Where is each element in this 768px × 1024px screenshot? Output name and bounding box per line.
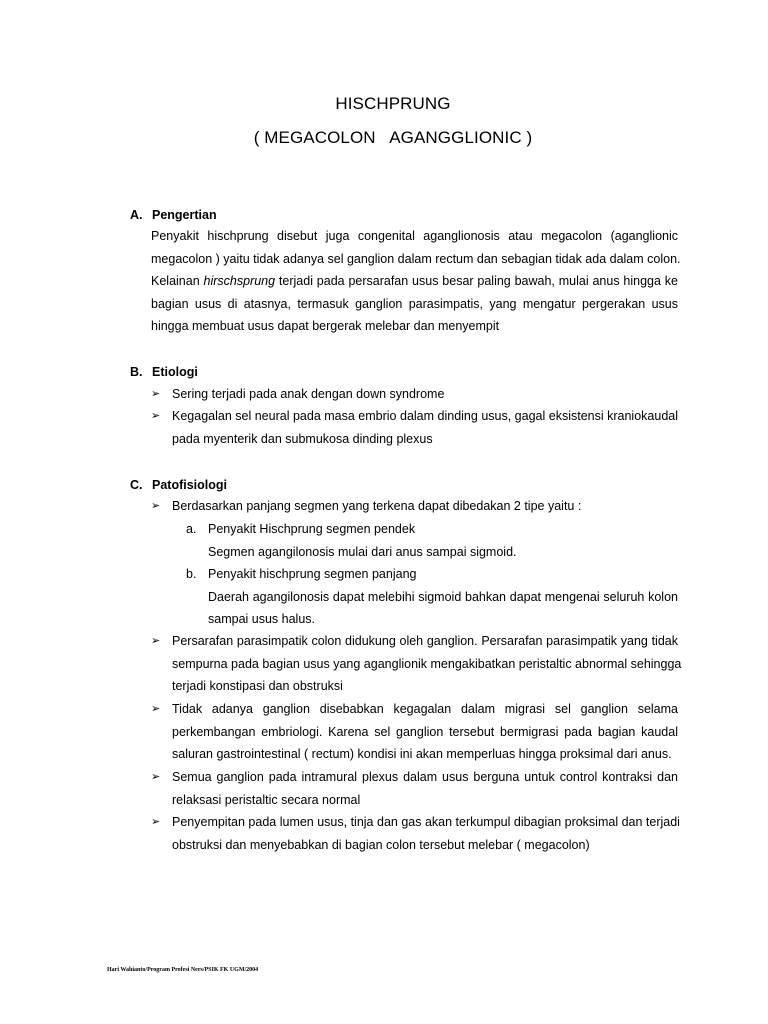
paragraph-line: megacolon ) yaitu tidak adanya sel ganglion dalam rectum dan sebagian tidak ada dalam colon. — [151, 251, 681, 266]
section-a-heading — [130, 207, 217, 223]
list-item: ➢ Persarafan parasimpatik colon didukung oleh ganglion. Persarafan parasimpatik yang tidak sempurna pada bagian usus yang aganglionik mengakibatkan peristaltic abnormal sehingga terjadi konstipasi dan obstruksi — [151, 630, 678, 698]
list-item: ➢ Berdasarkan panjang segmen yang terkena dapat dibedakan 2 tipe yaitu : — [151, 495, 678, 518]
arrow-bullet-icon: ➢ — [151, 635, 161, 647]
section-b-title: Etiologi — [152, 365, 198, 379]
section-c-heading — [130, 477, 227, 493]
section-c-title: Patofisiologi — [152, 478, 227, 492]
paragraph-line: hingga membuat usus dapat bergerak melebar dan menyempit — [151, 319, 500, 333]
list-item: ➢ Penyempitan pada lumen usus, tinja dan gas akan terkumpul dibagian proksimal dan terjadi obstruksi dan menyebabkan di bagian colon tersebut melebar ( megacolon) — [151, 811, 678, 856]
arrow-bullet-icon: ➢ — [151, 816, 161, 828]
page-footer: Hari Wahianto/Program Profesi Ners/PSIK FK UGM/2004 — [107, 967, 259, 973]
arrow-bullet-icon: ➢ — [151, 771, 161, 783]
section-b-heading — [130, 364, 198, 380]
sub-item-label: b. — [186, 567, 197, 581]
section-a-letter: A. — [130, 208, 143, 222]
sub-item-label: a. — [186, 522, 197, 536]
section-a-title: Pengertian — [152, 208, 217, 222]
section-b-letter: B. — [130, 365, 143, 379]
arrow-bullet-icon: ➢ — [151, 500, 161, 512]
section-c-letter: C. — [130, 478, 143, 492]
paragraph-line: bagian usus di atasnya, termasuk ganglion parasimpatis, yang mengatur pergerakan usus — [151, 296, 678, 311]
arrow-bullet-icon: ➢ — [151, 388, 161, 400]
list-item: ➢ Sering terjadi pada anak dengan down syndrome — [151, 383, 678, 406]
list-item: ➢ Semua ganglion pada intramural plexus dalam usus berguna untuk control kontraksi dan relaksasi peristaltic secara normal — [151, 766, 678, 811]
italic-term: hirschsprung — [203, 274, 276, 288]
document-title: HISCHPRUNG — [335, 94, 451, 113]
paragraph-line: Penyakit hischprung disebut juga congenital aganglionosis atau megacolon (aganglionic — [151, 229, 678, 243]
sub-item-a: a. Penyakit Hischprung segmen pendek Segmen agangilonosis mulai dari anus sampai sigmoid. — [186, 518, 678, 563]
arrow-bullet-icon: ➢ — [151, 410, 161, 422]
list-item: ➢ Tidak adanya ganglion disebabkan kegagalan dalam migrasi sel ganglion selama perkembangan embriologi. Karena sel ganglion tersebut bermigrasi pada bagian kaudal saluran gastrointestinal ( rectum) kondisi ini akan memperluas hingga proksimal dari anus. — [151, 698, 678, 766]
document-subtitle: ( MEGACOLON AGANGGLIONIC ) — [253, 128, 533, 147]
section-a-paragraph — [151, 225, 681, 338]
paragraph-line: Kelainan hirschsprung terjadi pada persarafan usus besar paling bawah, mulai anus hingga ke — [151, 274, 678, 288]
arrow-bullet-icon: ➢ — [151, 703, 161, 715]
sub-item-b: b. Penyakit hischprung segmen panjang Daerah agangilonosis dapat melebihi sigmoid bahkan dapat mengenai seluruh kolon sampai usus halus. — [186, 563, 678, 631]
list-item: ➢ Kegagalan sel neural pada masa embrio dalam dinding usus, gagal eksistensi kraniokaudal pada myenterik dan submukosa dinding plexus — [151, 405, 678, 450]
